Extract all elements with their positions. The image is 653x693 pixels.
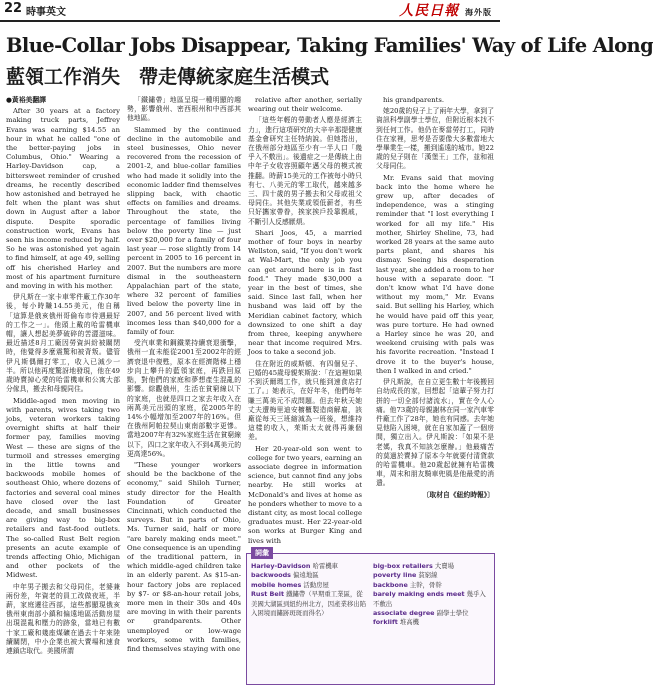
- paragraph: Shari Joos, 45, a married mother of four boys in nearby Wellston, said, "If you don't work at Wal-Mart, the only job you can get around here is in fast food." They made $30,000 a year in the best of times, she said. Since last fall, when her husband was laid off by the Meridian cabinet factory, which downsized to one shift a day from three, keeping anywhere near that income required Mrs. Joos to take a second job.: [248, 228, 363, 357]
- glossary-column-left: [251, 562, 369, 618]
- paragraph: Slammed by the continued decline in the automobile and steel businesses, Ohio never recovered from the recession of 2001-2, and blue-collar families who had made it solidly into the economic ladder find themselves slipping back, with chaotic effects on families and dreams. Throughout the state, the percentage of families living below the poverty line — just over $20,000 for a family of four last year — rose slightly from 14 percent in 2005 to 16 percent in 2007. But the numbers are more dismal in the southeastern Appalachian part of the state, where 32 percent of families lived below the poverty line in 2007, and 56 percent lived with incomes less than $40,000 for a family of four.: [127, 125, 241, 337]
- paragraph: his grandparents.: [383, 96, 445, 104]
- paragraph: 中年男子搬去和父母同住，老婆兼兩份差，年資老的員工改做夜班，半薪，家庭遷往西部，這些都顯現俄亥俄州東南部小鎮和偏遠地區活動房屋出現混亂和壓力的跡象，當地已有數十家工廠和幾座煤礦在過去十年來陸續關閉，中小企業也被大賣場和速食連鎖店取代。美國所謂: [6, 582, 120, 655]
- paragraph: 「鐵鏽帶」地區呈現一種明顯的趨勢，影響俄州、密西根州和中西部其他地區。: [127, 96, 241, 123]
- paragraph: 她20歲的兒子上了兩年大學，拿到了資訊科學副學士學位，但附近根本找不到任何工作。他仍在麥當勞打工，同時住在家裡，思考是否要像大多數當地大學畢業生一樣，搬到遙遠的城市。她22歲的兒子則在「漢堡王」工作，並和祖父母同住。: [376, 107, 494, 171]
- masthead-logo: 人民日報 海外版: [399, 3, 492, 19]
- glossary-item: Rust Belt 鐵鏽帶（早期重工業區，從美國大湖區到紐約州北方，因產業移出陷入困境而鏽跡斑斑而得名）: [251, 590, 367, 618]
- article-column-4: [376, 96, 494, 546]
- page-number: 22: [4, 1, 23, 16]
- glossary-item: poverty line 貧窮線: [373, 571, 438, 580]
- headline-english: Blue-Collar Jobs Disappear, Taking Families' Way of Life Along: [6, 34, 653, 57]
- glossary-column-right: [373, 562, 491, 628]
- glossary-item: big-box retailers 大賣場: [373, 562, 455, 570]
- article-column-1: [6, 96, 120, 686]
- section-title: 時事英文: [26, 7, 66, 18]
- paragraph: relative after another, serially wearing out their welcome.: [248, 96, 362, 114]
- byline: ●黃裕美翻譯: [6, 96, 46, 104]
- glossary-item: backbone 主幹，骨幹: [373, 580, 442, 589]
- paragraph: 伊凡斯在一家卡車零件廠工作30年後，每小時賺14.55美元，他自稱「這算是俄亥俄州哥倫布市待遇最好的工作之一」。他頭上戴的哈雷機車帽，讓人想起美夢破碎的苦澀滋味。最近描述8月工廠因勞資糾紛被關閉時，他覺得多麼震驚和被背叛。儘管伊凡斯偶爾打零工，收入已減少一半。所以他再度驚訝地發現，他在49歲時賣掉心愛的哈雷機車和公寓大部分傢具，搬去和母親同住。: [6, 293, 120, 394]
- glossary-item: backwoods 偏遠地區: [251, 571, 319, 580]
- glossary-title: 詞彙: [251, 547, 273, 559]
- paragraph: Her 20-year-old son went to college for two years, earning an associate degree in information science, but cannot find any jobs nearby. He still works at McDonald's and lives at home as he ponders whether to move to a distant city, as most local college graduates must. Her 22-year-old son works at Burger King and lives with: [248, 444, 362, 545]
- glossary-item: barely making ends meet 幾乎入不敷出: [373, 590, 486, 608]
- source-credit: 〔取材自《紐約時報》〕: [422, 490, 494, 499]
- paragraph: Middle-aged men moving in with parents, wives taking two jobs, veteran workers taking overnight shifts at half their former pay, families moving West — these are signs of the turmoil and stresses emerging in the little towns and backwoods mobile homes of southeast Ohio, where dozens of factories and several coal mines have closed over the last decade, and small businesses are giving way to big-box retailers and fast-food outlets. The so-called Rust Belt region presents an acute example of trends affecting Ohio, Michigan and other pockets of the Midwest.: [6, 396, 120, 580]
- paragraph: Mr. Evans said that moving back into the home where he grew up, after decades of independence, was a stinging reminder that "I lost everything I worked for all my life." His mother, Shirley Sheline, 73, had worked 28 years at the same auto parts plant, and shares his dismay. Seeing his desperation last year, she added a room to her house with a separate door. "I don't know what I'd have done without my mom," Mr. Evans said. But selling his Harley, which he would have paid off this year, was pure torture. He had owned a Harley since he was 20, and weekend cruising with pals was his favorite recreation. "Instead I drove it to the buyer's house, then I walked in and cried.": [376, 173, 494, 375]
- headline-chinese: 藍領工作消失 帶走傳統家庭生活模式: [6, 66, 330, 88]
- paragraph: 伊凡斯說，在自立更生數十年後搬回自幼成長的家，回想起「這輩子努力打拼的一切全部付諸流水」，實在令人心痛。他73歲的母親謝林在同一家汽車零件廠工作了28年，她也有同感。去年她見他陷入困境，就在自家加蓋了一個房間，獨立出入。伊凡斯說：「如果不是老媽，我真不知該怎麼辦。」他最痛苦的莫過於賣掉了原本今年就要付清貸款的哈雷機車。他20歲起就擁有哈雷機車，周末和朋友騎車兜風是他最愛的消遣。: [376, 378, 494, 488]
- article-column-2: [127, 96, 241, 686]
- glossary-item: mobile homes 活動房屋: [251, 580, 329, 589]
- glossary-item: forklift 堆高機: [373, 618, 420, 627]
- paragraph: After 30 years at a factory making truck parts, Jeffrey Evans was earning $14.55 an hour in what he called "one of the better-paying jobs in Columbus, Ohio." Wearing a Harley-Davidson cap, a bittersweet reminder of crushed dreams, he recently described how astonished and betrayed he felt when the plant was shut down in August after a labor dispute. Despite sporadic construction work, Evans has seen his income reduced by half. So he was astonished yet again to find himself, at age 49, selling off his cherished Harley and most of his apartment furniture and moving in with his mother.: [6, 107, 120, 291]
- paragraph: "These younger workers should be the backbone of the economy," said Shiloh Turner, study director for the Health Foundation of Greater Cincinnati, which conducted the surveys. But in parts of Ohio, Ms. Turner said, half or more "are barely making ends meet." One consequence is an upending of the traditional pattern, in which middle-aged children take in an elderly parent. As $15-an-hour factory jobs are replaced by $7- or $8-an-hour retail jobs, more men in their 30s and 40s are moving in with their parents or grandparents. Other unemployed or low-wage workers, some with families, find themselves staying with one: [127, 460, 241, 653]
- glossary-box: [246, 549, 495, 685]
- paragraph: 受汽車業和鋼鐵業持續衰退衝擊，俄州一直未能從2001至2002年的經濟衰退中復甦，原本在經濟階梯上穩步向上攀升的藍領家庭，再跌回原點，對他們的家庭和夢想產生混亂的影響。綜觀俄州，生活在貧窮線以下的家庭，也就是四口之家去年收入在兩萬美元出頭的家庭，從2005年的14%小幅增加至2007年的16%。但在俄州阿帕拉契山東南部數字更慘。當地2007年有32%家庭生活在貧窮線以下，四口之家年收入不到4萬美元的更高達56%。: [127, 339, 241, 458]
- glossary-item: associate degree 副學士學位: [373, 609, 469, 618]
- page-header: [0, 0, 500, 22]
- glossary-item: Harley-Davidson 哈雷機車: [251, 562, 339, 570]
- paragraph: 住在附近的威斯頓、有四個兒子、已婚的45歲母親茱斯說：「在這裡如果不到沃爾瑪工作，就只能到速食店打工了。」她表示，在好年冬，他們每年賺三萬美元不成問題。但去年秋天她丈夫遭梅里迪安櫥櫃製造商解雇，該廠從每天三班縮減為一班後，想維持這樣的收入，茱斯太太就得再兼個差。: [248, 359, 362, 442]
- paragraph: 「這些年輕的勞動者人應是經濟主力」，進行這項研究的大辛辛那提健康基金會研究主任特納說。但她指出，在俄州部分地區至少有一半人口「幾乎入不敷出」。後遺症之一是傳統上由中年子女收容照顧年邁父母的模式被推翻。時薪15美元的工作被每小時只有七、八美元的零工取代，越來越多三、四十歲的男子搬去和父母或祖父母同住。其他失業或領低薪者，有些只好攜家帶眷，挨家挨戶投靠親戚，不斷引人反感厭煩。: [248, 116, 362, 226]
- article-column-3: [248, 96, 362, 546]
